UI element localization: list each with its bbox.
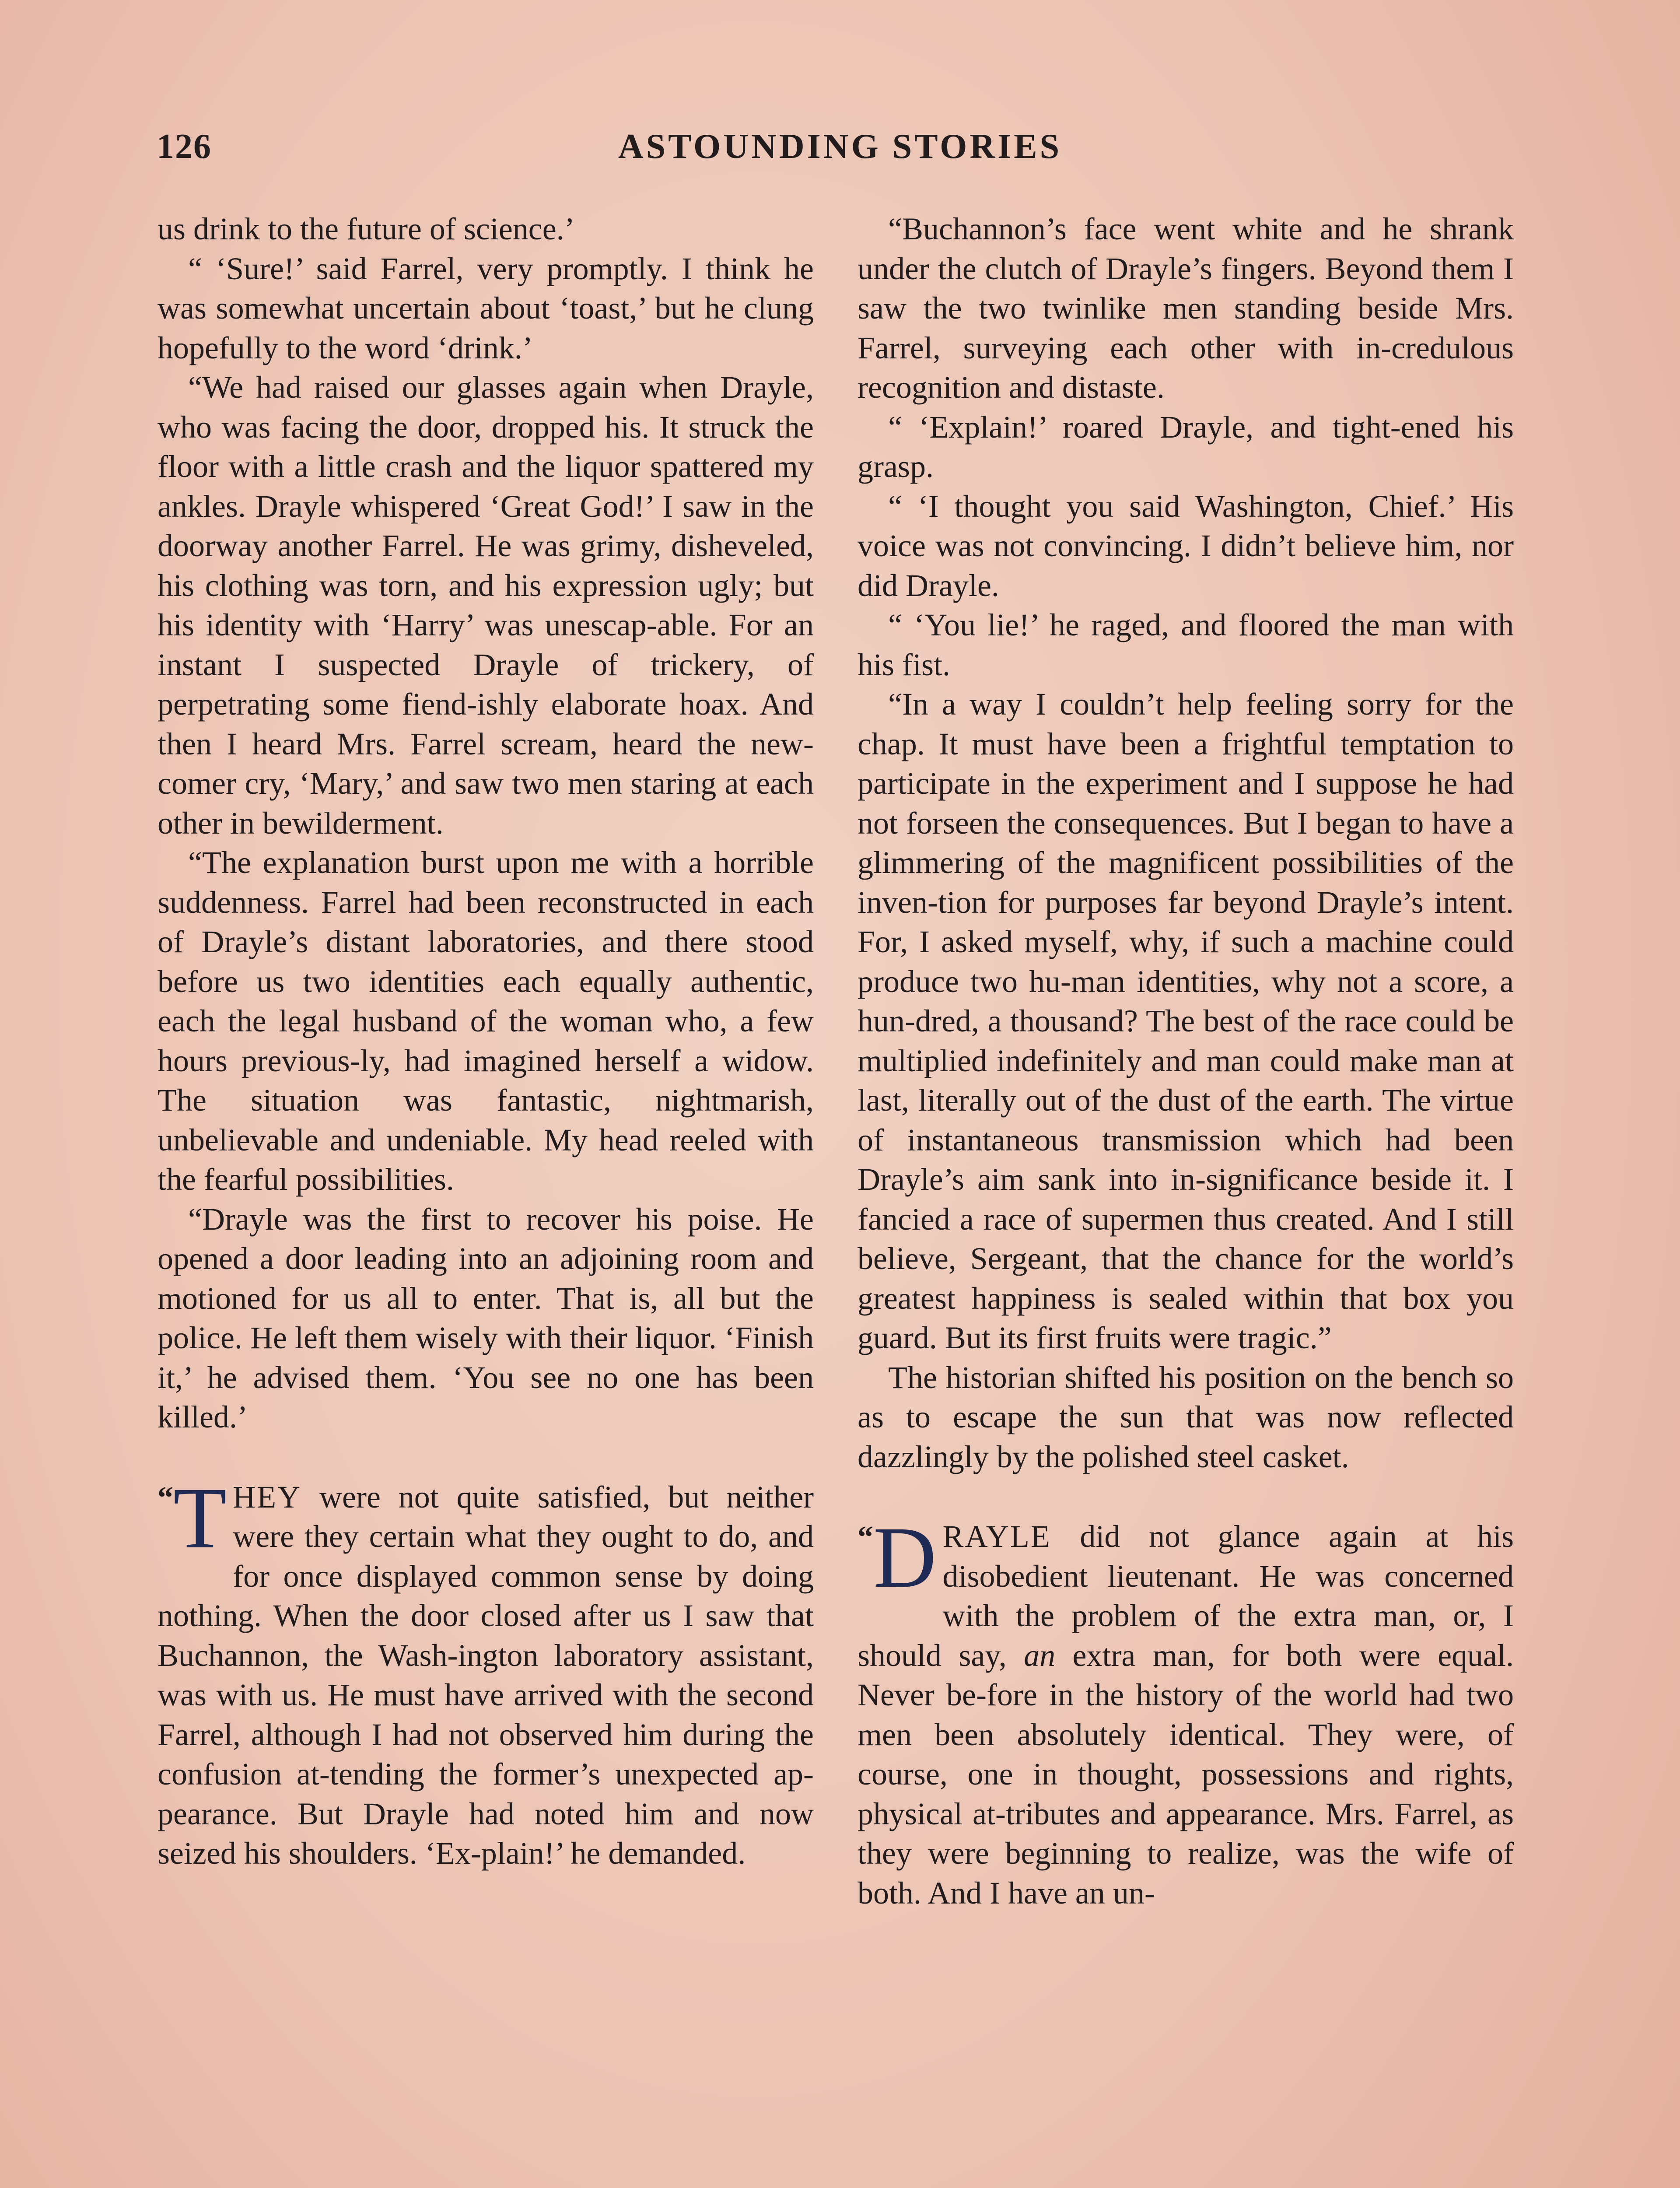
drop-cap-quote: “ [858, 1519, 873, 1554]
paragraph-text: did not glance again at his disobedient lieutenant. He was concerned with the problem of the extra man, or, I should say, [858, 1519, 1514, 1673]
paragraph: “Drayle was the first to recover his poise. He opened a door leading into an adjoining room and motioned for us all to enter. That is, all but the police. He left them wisely with their liquor. ‘Finish it,’ he advised them. ‘You see no one has been killed.’ [158, 1201, 814, 1434]
drop-cap [158, 1469, 227, 1567]
right-column [858, 209, 1514, 1913]
paragraph: us drink to the future of science.’ [158, 211, 575, 246]
drop-cap-letter: T [173, 1469, 227, 1567]
page-number: 126 [157, 127, 212, 166]
section-opening-paragraph [158, 1469, 814, 1873]
paragraph-text: extra man, for both were equal. Never be-fore in the history of the world had two men been absolutely identical. They were, of course, one in thought, possessions and rights, physical at-tributes and appearance. Mrs. Farrel, as they were beginning to realize, was the wife of both. And I have an un- [858, 1637, 1514, 1911]
paragraph-text: were not quite satisfied, but neither were they certain what they ought to do, and for once displayed common sense by doing nothing. When the door closed after us I saw that Buchannon, the Wash-ington laboratory assistant, was with us. He must have arrived with the second Farrel, although I had not observed him during the confusion at-tending the former’s unexpected ap-pearance. But Drayle had noted him and now seized his shoulders. ‘Ex-plain!’ he demanded. [158, 1479, 814, 1871]
small-caps-lead: RAYLE [942, 1519, 1051, 1554]
running-title: ASTOUNDING STORIES [618, 127, 1062, 166]
paragraph: “Buchannon’s face went white and he shrank under the clutch of Drayle’s fingers. Beyond them I saw the two twinlike men standing beside Mrs. Farrel, surveying each other with in-credulous recognition and distaste. [858, 211, 1514, 405]
drop-cap [858, 1509, 937, 1606]
paragraph: “ ‘You lie!’ he raged, and floored the man with his fist. [858, 607, 1514, 682]
small-caps-lead: HEY [233, 1479, 302, 1515]
drop-cap-letter: D [873, 1509, 937, 1606]
drop-cap-quote: “ [158, 1480, 173, 1515]
paragraph: “The explanation burst upon me with a horrible suddenness. Farrel had been reconstructed in each of Drayle’s distant laboratories, and there stood before us two identities each equally authentic, each the legal husband of the woman who, a few hours previous-ly, had imagined herself a widow. The situation was fantastic, nightmarish, unbelievable and undeniable. My head reeled with the fearful possibilities. [158, 845, 814, 1197]
left-column [158, 209, 814, 1873]
section-opening-paragraph [858, 1509, 1514, 1913]
paragraph: “ ‘Explain!’ roared Drayle, and tight-ened his grasp. [858, 409, 1514, 484]
paragraph: “ ‘Sure!’ said Farrel, very promptly. I think he was somewhat uncertain about ‘toast,’ but he clung hopefully to the word ‘drink.’ [158, 251, 814, 365]
paragraph: “We had raised our glasses again when Drayle, who was facing the door, dropped his. It struck the floor with a little crash and the liquor spattered my ankles. Drayle whispered ‘Great God!’ I saw in the doorway another Farrel. He was grimy, disheveled, his clothing was torn, and his expression ugly; but his identity with ‘Harry’ was unescap-able. For an instant I suspected Drayle of trickery, of perpetrating some fiend-ishly elaborate hoax. And then I heard Mrs. Farrel scream, heard the new-comer cry, ‘Mary,’ and saw two men staring at each other in bewilderment. [158, 370, 814, 841]
paragraph: “ ‘I thought you said Washington, Chief.’ His voice was not convincing. I didn’t believe him, nor did Drayle. [858, 488, 1514, 603]
italic-word: an [1024, 1637, 1056, 1673]
paragraph: The historian shifted his position on the bench so as to escape the sun that was now reflected dazzlingly by the polished steel casket. [858, 1360, 1514, 1474]
paragraph: “In a way I couldn’t help feeling sorry for the chap. It must have been a frightful temptation to participate in the experiment and I suppose he had not forseen the consequences. But I began to have a glimmering of the magnificent possibilities of the inven-tion for purposes far beyond Drayle’s intent. For, I asked myself, why, if such a machine could produce two hu-man identities, why not a score, a hun-dred, a thousand? The best of the race could be multiplied indefinitely and man could make man at last, literally out of the dust of the earth. The virtue of instantaneous transmission which had been Drayle’s aim sank into in-significance beside it. I fancied a race of supermen thus created. And I still believe, Sergeant, that the chance for the world’s greatest happiness is sealed within that box you guard. But its first fruits were tragic.” [858, 687, 1514, 1355]
